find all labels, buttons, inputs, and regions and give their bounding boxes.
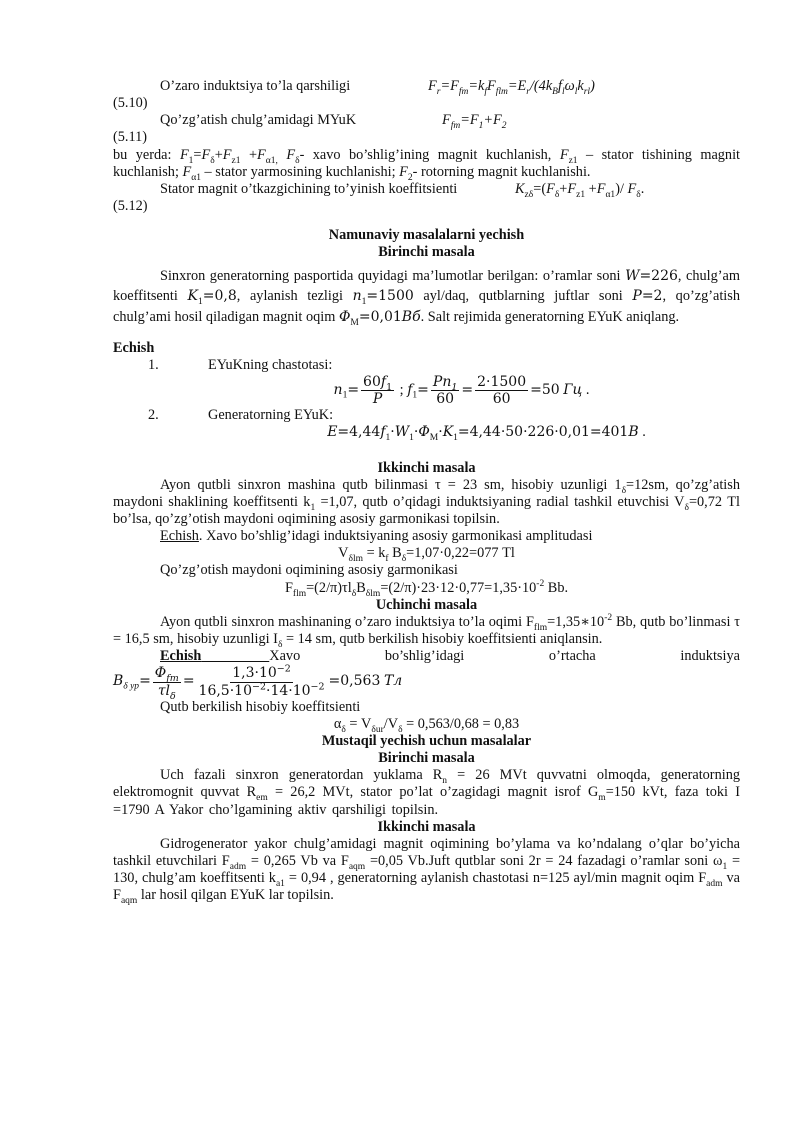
problem-2-solution: Echish. Xavo bo’shlig’idagi induktsiyaning asosiy garmonikasi amplitudasi	[160, 528, 593, 545]
problem-2-eq2: $F_{flm}=(2/\pi)\tau l_\delta B_{\delta lm}=(2/\pi)\cdot 23\cdot 12\cdot 0,77=1,35\cdot 10^{-2}$ Bb.	[284, 578, 569, 599]
definition-paragraph: bu yerda: $F_1=F_\delta+F_{z1} +F_{\alpha 1,}$ $F_\delta-$ xavo bo’shlig’ining magnit kuchlanish, $F_{z1}$ – stator tishining magnit kuchlanish; $F_{\alpha 1}$ – stator yarmosining kuchlanishi; $F_2-$ rotorning magnit kuchlanishi.	[113, 146, 741, 183]
problem-3-eq2: $\alpha_\delta = V_{\delta ur}/V_\delta = 0,563/0,68 = 0,83$	[333, 715, 520, 735]
formula-label: Qo’zg’atish chulg’amidagi MYuK	[160, 112, 357, 129]
problem-1-text: Sinxron generatorning pasportida quyidagi ma’lumotlar berilgan: o’ramlar soni W=226, chulg’am koeffitsenti $K_1=0,8$, aylanish tezligi $n_1=1500$ ayl/daq, qutblarning juftlar soni P=2, qo’zg’atish chulg’ami hosil qiladigan magnit oqim $\Phi_M=0,01Вб$. Salt rejimida generatorning EYuK aniqlang.	[113, 267, 741, 328]
problem-title: Ikkinchi masala	[377, 459, 476, 476]
problem-3-text2: Qutb berkilish hisobiy koeffitsienti	[160, 698, 361, 715]
exercise-1-text: Uch fazali sinxron generatordan yuklama $R_n = 26$ MVt quvvatni olmoqda, generatorning elektromognit quvvat $R_{em} = 26,2$ MVt, stator po’lat o’zagidagi magnit isrof $G_m=150$ kVt, faza toki I =1790 A Yakor cho’lgamining aktiv qarshiligi topilsin.	[113, 767, 740, 818]
problem-3-solution-row: Echish Xavo bo’shlig’idagi o’rtacha induktsiya	[160, 648, 740, 665]
solution-step-2: 2. Generatorning EYuK:	[148, 407, 334, 424]
problem-2-eq1: $V_{\delta lm} = k_f$ $B_\delta=1,07\cdot 0,22=077$ Tl	[338, 545, 515, 565]
formula-row-5-11	[113, 112, 740, 132]
coef-label: Stator magnit o’tkazgichining to’yinish koeffitsienti	[160, 180, 458, 197]
document-page	[113, 78, 741, 907]
formula-row-5-10	[113, 78, 740, 95]
solution-step-1: 1. EYuKning chastotasi:	[148, 356, 333, 373]
solution-label: Echish	[113, 339, 155, 356]
problem-title: Birinchi masala	[378, 750, 475, 767]
formula-number: (5.12)	[113, 198, 148, 215]
formula-expression: $F_r=F_{fm}=k_fF_{flm}=E_r/(4k_Bf_l\omega_lk_{rl})$	[428, 78, 595, 97]
problem-title: Ikkinchi masala	[377, 818, 476, 835]
equation-emf: $E=4,44f_1\cdot W_1\cdot\Phi_M\cdot K_1=4,44\cdot 50\cdot 226\cdot 0,01=401В$ .	[327, 424, 646, 444]
formula-expression: $F_{fm}=F_1+F_2$	[442, 112, 507, 132]
problem-3-text: Ayon qutbli sinxron mashinaning o’zaro induktsiya to’la oqimi $F_{flm}=1,35∗10^{-2}$ Bb, qutb bo’linmasi τ = 16,5 sm, hisobiy uzunligi $I_\delta = 14$ sm, qutb berkilish hisobiy koeffitsienti aniqlansin.	[113, 613, 740, 650]
problem-2-text2: Qo’zg’otish maydoni oqimining asosiy garmonikasi	[160, 562, 458, 579]
formula-number: (5.11)	[113, 129, 148, 146]
equation-frequency: $n_1=$ $\frac{60f_1}{P}$ ; $f_1=$ $\frac{Pn_1}{60}$ = $\frac{2\cdot 1500}{60}$ =50 Гц .	[333, 374, 590, 408]
problem-2-text: Ayon qutbli sinxron mashina qutb bilinmasi τ = 23 sm, hisobiy uzunligi $1_\delta=12sm$, qo’zg’atish maydoni shaklining koeffitsenti $k_1 =1,07$, qutb o’qidagi induktsiyaning radial tashkil etuvchisi $V_\delta=0,72$ Tl bo’lsa, qo’zg’otish maydoni oqimining asosiy garmonikasi topilsin.	[113, 476, 741, 527]
formula-label: O’zaro induktsiya to’la qarshiligi	[160, 78, 351, 94]
coef-formula: $K_{z\delta}=(F_\delta+F_{z1} +F_{\alpha 1})/$ $F_\delta$.	[515, 180, 645, 200]
problem-title: Uchinchi masala	[375, 596, 478, 613]
coef-row-5-12	[113, 181, 740, 198]
problem-3-eq1: $B_{\delta yp}=$ $\frac{\Phi_{fm}}{\tau l_\delta}$ = $\frac{1,3\cdot 10^{-2}}{16,5\cdot 10^{-2}\cdot 14\cdot 10^{-2}}$ =0,563 Тл	[113, 663, 403, 702]
exercise-2-text: Gidrogenerator yakor chulg’amidagi magnit oqimining bo’ylama va ko’ndalang o’qlar bo’yicha tashkil etuvchilari $F_{adm} = 0,265$ Vb va $F_{aqm} =0,05$ Vb.Juft qutblar soni 2r = 24 fazadagi o’ramlar soni $\omega_1 = 130$, chulg’am koeffitsenti $k_{a1} = 0,94$ , generatorning aylanish chastotasi n=125 ayl/min magnit oqim $F_{adm}$ va $F_{aqm}$ lar hosil qilgan EYuK lar topilsin.	[113, 835, 741, 907]
formula-number: (5.10)	[113, 95, 148, 112]
section-title: Mustaqil yechish uchun masalalar	[321, 732, 532, 749]
section-title: Namunaviy masalalarni yechish	[328, 227, 525, 244]
problem-title: Birinchi masala	[378, 244, 475, 261]
